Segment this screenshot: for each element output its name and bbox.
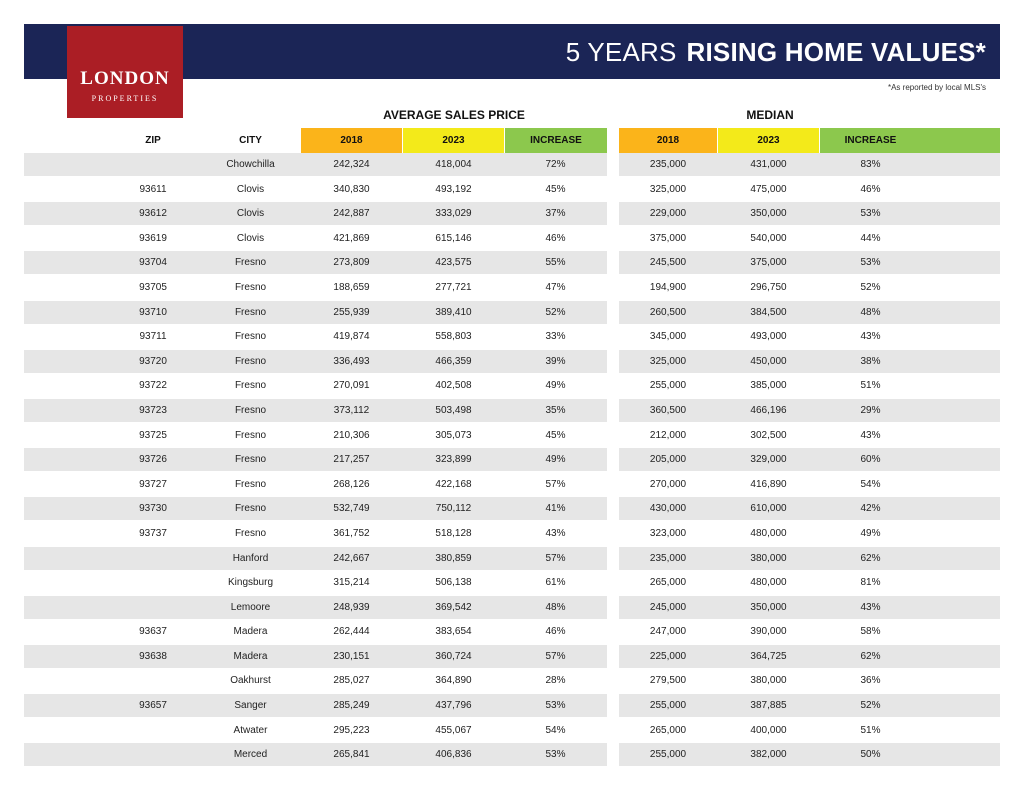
avg-2023-cell: 558,803 xyxy=(435,331,472,343)
median-2018-cell: 345,000 xyxy=(649,331,687,343)
avg-2018-cell: 217,257 xyxy=(333,454,370,466)
median-2023-cell: 350,000 xyxy=(750,601,787,613)
zip-cell xyxy=(103,596,203,619)
avg-increase-cell: 49% xyxy=(545,454,566,466)
avg-2023-cell: 383,654 xyxy=(435,626,472,638)
table-row xyxy=(0,497,1024,522)
median-2018-cell: 235,000 xyxy=(649,159,687,170)
avg-2018-cell: 419,874 xyxy=(333,331,370,343)
median-2023-cell: 387,885 xyxy=(750,700,787,712)
median-2018-cell: 235,000 xyxy=(649,552,687,564)
median-2018-cell: 245,500 xyxy=(649,257,687,269)
table-row xyxy=(0,596,1024,621)
avg-2018-cell: 242,324 xyxy=(333,159,370,170)
avg-increase-cell: 72% xyxy=(545,159,566,170)
median-increase-cell: 58% xyxy=(860,626,881,638)
median-2023-cell: 493,000 xyxy=(750,331,787,343)
page-title xyxy=(566,34,986,70)
avg-2023-cell: 323,899 xyxy=(435,454,472,466)
median-2023-cell: 329,000 xyxy=(750,454,787,466)
median-2023-cell: 480,000 xyxy=(750,577,787,589)
median-increase-cell: 52% xyxy=(860,281,881,293)
table-row xyxy=(0,547,1024,572)
avg-2023-cell: 423,575 xyxy=(435,257,472,269)
avg-2018-cell: 295,223 xyxy=(333,724,370,736)
city-cell: Kingsburg xyxy=(227,577,274,589)
median-2023-cell: 382,000 xyxy=(750,749,787,761)
median-increase-cell: 81% xyxy=(860,577,881,589)
median-2018-cell: 265,000 xyxy=(649,724,687,736)
zip-cell xyxy=(103,719,203,742)
median-2018-cell: 375,000 xyxy=(649,232,687,244)
median-increase-cell: 83% xyxy=(860,159,881,170)
zip-cell: 93711 xyxy=(139,331,167,343)
table-row xyxy=(0,743,1024,768)
median-increase-cell: 44% xyxy=(860,232,881,244)
median-2023-cell: 480,000 xyxy=(750,527,787,539)
median-increase-cell: 53% xyxy=(860,257,881,269)
avg-2023-cell: 364,890 xyxy=(435,675,472,687)
city-cell: Oakhurst xyxy=(230,675,271,687)
avg-2018-cell: 268,126 xyxy=(333,478,370,490)
avg-2023-cell: 369,542 xyxy=(435,601,472,613)
avg-increase-cell: 43% xyxy=(545,527,566,539)
median-increase-cell: 62% xyxy=(860,552,881,564)
column-header-median-increase-label: INCREASE xyxy=(844,135,897,146)
avg-2023-cell: 277,721 xyxy=(435,281,472,293)
zip-cell: 93722 xyxy=(139,380,167,392)
avg-increase-cell: 49% xyxy=(545,380,566,392)
avg-2023-cell: 493,192 xyxy=(435,183,472,195)
table-row xyxy=(0,374,1024,399)
city-cell: Fresno xyxy=(234,380,267,392)
city-cell: Clovis xyxy=(236,183,265,195)
table-row xyxy=(0,424,1024,449)
avg-2018-cell: 373,112 xyxy=(333,404,370,416)
median-increase-cell: 42% xyxy=(860,503,881,515)
zip-cell: 93612 xyxy=(139,208,167,220)
avg-2023-cell: 402,508 xyxy=(435,380,472,392)
median-2023-cell: 466,196 xyxy=(750,404,787,416)
city-cell: Fresno xyxy=(234,454,267,466)
avg-increase-cell: 45% xyxy=(545,429,566,441)
avg-increase-cell: 47% xyxy=(545,281,566,293)
avg-2018-cell: 242,887 xyxy=(333,208,370,220)
avg-increase-cell: 52% xyxy=(545,306,566,318)
avg-increase-cell: 39% xyxy=(545,355,566,367)
median-2018-cell: 245,000 xyxy=(649,601,687,613)
city-cell: Chowchilla xyxy=(226,159,275,170)
avg-2018-cell: 336,493 xyxy=(333,355,370,367)
avg-increase-cell: 41% xyxy=(545,503,566,515)
avg-2018-cell: 273,809 xyxy=(333,257,370,269)
avg-increase-cell: 57% xyxy=(545,478,566,490)
zip-cell: 93704 xyxy=(139,257,167,269)
median-2018-cell: 225,000 xyxy=(649,650,687,662)
median-increase-cell: 43% xyxy=(860,429,881,441)
median-2023-cell: 475,000 xyxy=(750,183,787,195)
median-2023-cell: 390,000 xyxy=(750,626,787,638)
median-2018-cell: 205,000 xyxy=(649,454,687,466)
table-row xyxy=(0,350,1024,375)
avg-2018-cell: 532,749 xyxy=(333,503,370,515)
median-2018-cell: 212,000 xyxy=(649,429,687,441)
column-header-city: CITY xyxy=(239,135,262,146)
avg-2018-cell: 421,869 xyxy=(333,232,370,244)
median-increase-cell: 49% xyxy=(860,527,881,539)
title-years: 5 YEARS xyxy=(565,36,677,67)
zip-cell xyxy=(103,547,203,570)
median-2018-cell: 323,000 xyxy=(649,527,687,539)
city-cell: Clovis xyxy=(236,232,265,244)
zip-cell: 93611 xyxy=(139,183,167,195)
city-cell: Fresno xyxy=(234,429,267,441)
table-row xyxy=(0,473,1024,498)
table-row xyxy=(0,227,1024,252)
avg-increase-cell: 37% xyxy=(545,208,566,220)
median-2023-cell: 296,750 xyxy=(750,281,787,293)
table-row xyxy=(0,571,1024,596)
median-increase-cell: 29% xyxy=(860,404,881,416)
median-2023-cell: 540,000 xyxy=(750,232,787,244)
avg-2018-cell: 210,306 xyxy=(333,429,370,441)
zip-cell: 93657 xyxy=(139,700,167,712)
logo-line1: LONDON xyxy=(80,67,170,89)
table-row xyxy=(0,522,1024,547)
city-cell: Atwater xyxy=(233,724,268,736)
median-2023-cell: 384,500 xyxy=(750,306,787,318)
median-increase-cell: 43% xyxy=(860,601,881,613)
company-logo xyxy=(67,26,183,118)
city-cell: Clovis xyxy=(236,208,265,220)
avg-increase-cell: 48% xyxy=(545,601,566,613)
avg-increase-cell: 28% xyxy=(545,675,566,687)
median-increase-cell: 50% xyxy=(860,749,881,761)
column-header-avg-2023: 2023 xyxy=(403,128,504,153)
avg-2023-cell: 418,004 xyxy=(435,159,472,170)
city-cell: Lemoore xyxy=(230,601,271,613)
avg-2023-cell: 389,410 xyxy=(435,306,472,318)
avg-increase-cell: 53% xyxy=(545,749,566,761)
median-2018-cell: 270,000 xyxy=(649,478,687,490)
median-2018-cell: 255,000 xyxy=(649,700,687,712)
avg-increase-cell: 53% xyxy=(545,700,566,712)
column-header-median-2018: 2018 xyxy=(619,128,717,153)
column-header-median-increase xyxy=(820,128,1000,153)
avg-2018-cell: 340,830 xyxy=(333,183,370,195)
median-increase-cell: 51% xyxy=(860,724,881,736)
median-2023-cell: 431,000 xyxy=(750,159,787,170)
zip-cell: 93737 xyxy=(139,527,167,539)
column-header-zip: ZIP xyxy=(145,135,161,146)
avg-2023-cell: 360,724 xyxy=(435,650,472,662)
avg-2018-cell: 248,939 xyxy=(333,601,370,613)
zip-cell: 93730 xyxy=(139,503,167,515)
city-cell: Merced xyxy=(233,749,268,761)
avg-increase-cell: 35% xyxy=(545,404,566,416)
avg-2023-cell: 406,836 xyxy=(435,749,472,761)
avg-increase-cell: 55% xyxy=(545,257,566,269)
zip-cell: 93720 xyxy=(139,355,167,367)
home-values-table xyxy=(0,153,1024,768)
avg-2018-cell: 270,091 xyxy=(333,380,370,392)
median-2023-cell: 350,000 xyxy=(750,208,787,220)
avg-2023-cell: 305,073 xyxy=(435,429,472,441)
median-2018-cell: 430,000 xyxy=(649,503,687,515)
median-increase-cell: 62% xyxy=(860,650,881,662)
zip-cell: 93725 xyxy=(139,429,167,441)
table-row xyxy=(0,669,1024,694)
table-row xyxy=(0,448,1024,473)
table-row xyxy=(0,399,1024,424)
table-row xyxy=(0,276,1024,301)
table-row xyxy=(0,202,1024,227)
city-cell: Hanford xyxy=(232,552,269,564)
city-cell: Fresno xyxy=(234,306,267,318)
city-cell: Fresno xyxy=(234,478,267,490)
average-sales-price-heading: AVERAGE SALES PRICE xyxy=(383,108,525,122)
logo-line2: PROPERTIES xyxy=(91,93,159,103)
median-2018-cell: 265,000 xyxy=(649,577,687,589)
table-row xyxy=(0,251,1024,276)
table-row xyxy=(0,694,1024,719)
avg-increase-cell: 45% xyxy=(545,183,566,195)
avg-increase-cell: 33% xyxy=(545,331,566,343)
zip-cell: 93727 xyxy=(139,478,167,490)
median-2018-cell: 255,000 xyxy=(649,749,687,761)
median-increase-cell: 53% xyxy=(860,208,881,220)
avg-increase-cell: 54% xyxy=(545,724,566,736)
avg-2023-cell: 333,029 xyxy=(435,208,472,220)
column-header-median-2023: 2023 xyxy=(718,128,819,153)
avg-2023-cell: 380,859 xyxy=(435,552,472,564)
median-2018-cell: 260,500 xyxy=(649,306,687,318)
column-header-avg-2018: 2018 xyxy=(301,128,402,153)
median-2023-cell: 364,725 xyxy=(750,650,787,662)
median-2018-cell: 279,500 xyxy=(649,675,687,687)
column-header-avg-increase: INCREASE xyxy=(505,128,607,153)
city-cell: Sanger xyxy=(234,700,267,712)
median-2023-cell: 380,000 xyxy=(750,552,787,564)
zip-cell: 93726 xyxy=(139,454,167,466)
table-row xyxy=(0,178,1024,203)
city-cell: Fresno xyxy=(234,355,267,367)
median-2023-cell: 450,000 xyxy=(750,355,787,367)
median-increase-cell: 36% xyxy=(860,675,881,687)
city-cell: Fresno xyxy=(234,527,267,539)
avg-2023-cell: 455,067 xyxy=(435,724,472,736)
avg-2023-cell: 615,146 xyxy=(435,232,472,244)
median-2018-cell: 229,000 xyxy=(649,208,687,220)
avg-2018-cell: 285,249 xyxy=(333,700,370,712)
source-footnote: *As reported by local MLS's xyxy=(887,83,986,92)
median-increase-cell: 60% xyxy=(860,454,881,466)
avg-2023-cell: 422,168 xyxy=(435,478,472,490)
avg-increase-cell: 61% xyxy=(545,577,566,589)
avg-2018-cell: 188,659 xyxy=(333,281,370,293)
avg-increase-cell: 57% xyxy=(545,650,566,662)
city-cell: Madera xyxy=(233,650,268,662)
avg-2018-cell: 230,151 xyxy=(333,650,370,662)
median-2018-cell: 247,000 xyxy=(649,626,687,638)
median-2023-cell: 380,000 xyxy=(750,675,787,687)
table-row xyxy=(0,325,1024,350)
avg-2018-cell: 315,214 xyxy=(333,577,370,589)
city-cell: Fresno xyxy=(234,281,267,293)
avg-2018-cell: 285,027 xyxy=(333,675,370,687)
table-row xyxy=(0,645,1024,670)
city-cell: Fresno xyxy=(234,503,267,515)
avg-2018-cell: 255,939 xyxy=(333,306,370,318)
avg-2018-cell: 361,752 xyxy=(333,527,370,539)
avg-2018-cell: 262,444 xyxy=(333,626,370,638)
table-row xyxy=(0,620,1024,645)
median-2023-cell: 416,890 xyxy=(750,478,787,490)
median-2023-cell: 610,000 xyxy=(750,503,787,515)
median-2018-cell: 360,500 xyxy=(649,404,687,416)
city-cell: Fresno xyxy=(234,404,267,416)
avg-2023-cell: 466,359 xyxy=(435,355,472,367)
median-2023-cell: 400,000 xyxy=(750,724,787,736)
avg-increase-cell: 46% xyxy=(545,626,566,638)
avg-increase-cell: 46% xyxy=(545,232,566,244)
zip-cell xyxy=(103,153,203,176)
median-increase-cell: 46% xyxy=(860,183,881,195)
median-2023-cell: 375,000 xyxy=(750,257,787,269)
city-cell: Fresno xyxy=(234,257,267,269)
avg-2023-cell: 437,796 xyxy=(435,700,472,712)
avg-2023-cell: 503,498 xyxy=(435,404,472,416)
avg-2023-cell: 750,112 xyxy=(435,503,472,515)
zip-cell xyxy=(103,743,203,766)
table-row xyxy=(0,301,1024,326)
zip-cell: 93710 xyxy=(139,306,167,318)
median-2023-cell: 302,500 xyxy=(750,429,787,441)
zip-cell: 93637 xyxy=(139,626,167,638)
table-row xyxy=(0,153,1024,178)
median-increase-cell: 43% xyxy=(860,331,881,343)
title-main: RISING HOME VALUES* xyxy=(686,36,986,67)
median-2018-cell: 325,000 xyxy=(649,183,687,195)
median-2018-cell: 325,000 xyxy=(649,355,687,367)
zip-cell: 93705 xyxy=(139,281,167,293)
median-increase-cell: 54% xyxy=(860,478,881,490)
city-cell: Madera xyxy=(233,626,268,638)
zip-cell: 93723 xyxy=(139,404,167,416)
median-2018-cell: 194,900 xyxy=(649,281,687,293)
median-heading: MEDIAN xyxy=(746,108,794,122)
avg-2023-cell: 518,128 xyxy=(435,527,472,539)
zip-cell xyxy=(103,571,203,594)
zip-cell: 93619 xyxy=(139,232,167,244)
zip-cell xyxy=(103,669,203,692)
avg-2018-cell: 242,667 xyxy=(333,552,370,564)
city-cell: Fresno xyxy=(234,331,267,343)
median-increase-cell: 51% xyxy=(860,380,881,392)
median-increase-cell: 52% xyxy=(860,700,881,712)
median-increase-cell: 38% xyxy=(860,355,881,367)
avg-2023-cell: 506,138 xyxy=(435,577,472,589)
table-row xyxy=(0,719,1024,744)
median-increase-cell: 48% xyxy=(860,306,881,318)
median-2018-cell: 255,000 xyxy=(649,380,687,392)
zip-cell: 93638 xyxy=(139,650,167,662)
avg-2018-cell: 265,841 xyxy=(333,749,370,761)
median-2023-cell: 385,000 xyxy=(750,380,787,392)
avg-increase-cell: 57% xyxy=(545,552,566,564)
